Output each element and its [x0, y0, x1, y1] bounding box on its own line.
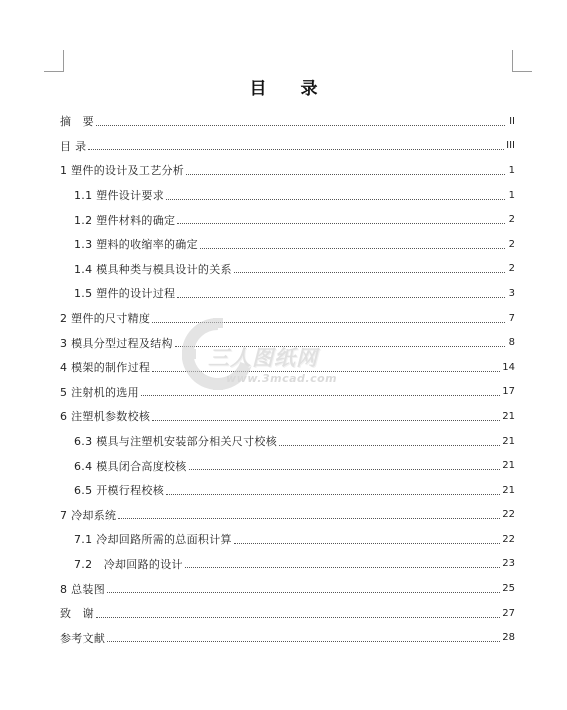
- toc-entry[interactable]: [60, 158, 515, 183]
- toc-entry[interactable]: [60, 527, 515, 552]
- toc-entry-title: 1.2 塑件材料的确定: [74, 213, 176, 227]
- toc-entry-title: 1.1 塑件设计要求: [74, 189, 164, 203]
- toc-entry[interactable]: [60, 429, 515, 454]
- toc-dot-leader: [200, 248, 505, 249]
- toc-entry-page-number: 14: [502, 361, 515, 373]
- watermark-url: www.3mcad.com: [226, 372, 338, 385]
- toc-entry-title: 1.5 塑件的设计过程: [74, 287, 176, 301]
- toc-entry[interactable]: [60, 232, 515, 257]
- toc-dot-leader: [189, 469, 501, 470]
- toc-entry[interactable]: [60, 134, 515, 159]
- toc-entry-title: 2 塑件的尺寸精度: [60, 312, 151, 326]
- toc-entry-page-number: 1: [508, 189, 515, 201]
- toc-dot-leader: [166, 199, 505, 200]
- toc-dot-leader: [141, 395, 500, 396]
- toc-entry-title: 7.2 冷却回路的设计: [74, 557, 183, 571]
- toc-entry-page-number: 21: [502, 460, 515, 472]
- toc-entry-page-number: 21: [502, 435, 515, 447]
- watermark-title: 三人图纸网: [208, 346, 318, 370]
- toc-dot-leader: [118, 518, 500, 519]
- toc-entry-page-number: 1: [508, 164, 515, 176]
- toc-entry-page-number: 8: [508, 337, 515, 349]
- toc-dot-leader: [185, 567, 500, 568]
- toc-dot-leader: [96, 125, 505, 126]
- toc-entry-page-number: II: [509, 115, 515, 127]
- toc-entry[interactable]: [60, 404, 515, 429]
- toc-entry-page-number: 22: [502, 533, 515, 545]
- toc-entry-page-number: 22: [502, 509, 515, 521]
- toc-entry-page-number: 27: [502, 607, 515, 619]
- toc-entry-title: 参考文献: [60, 631, 106, 645]
- toc-dot-leader: [279, 445, 500, 446]
- toc-entry[interactable]: [60, 503, 515, 528]
- toc-entry[interactable]: [60, 257, 515, 282]
- toc-entry-title: 3 模具分型过程及结构: [60, 336, 173, 350]
- toc-entry-title: 5 注射机的选用: [60, 385, 139, 399]
- toc-entry[interactable]: [60, 601, 515, 626]
- toc-entry[interactable]: [60, 625, 515, 650]
- toc-entry-title: 6.4 模具闭合高度校核: [74, 459, 187, 473]
- toc-entry-title: 致 谢: [60, 607, 94, 621]
- watermark: [182, 318, 382, 390]
- toc-dot-leader: [234, 272, 505, 273]
- toc-entry-page-number: 23: [502, 558, 515, 570]
- toc-entry-title: 摘 要: [60, 115, 94, 129]
- toc-entry-page-number: 17: [502, 386, 515, 398]
- toc-entry-page-number: 2: [508, 263, 515, 275]
- toc-dot-leader: [234, 543, 500, 544]
- toc-entry-page-number: 7: [508, 312, 515, 324]
- toc-entry-title: 1.4 模具种类与模具设计的关系: [74, 262, 232, 276]
- toc-entry-title: 6.5 开模行程校核: [74, 484, 164, 498]
- toc-entry-title: 7.1 冷却回路所需的总面积计算: [74, 533, 232, 547]
- toc-dot-leader: [107, 592, 500, 593]
- toc-entry[interactable]: [60, 453, 515, 478]
- toc-entry-title: 1.3 塑料的收缩率的确定: [74, 238, 198, 252]
- toc-entry-page-number: 25: [502, 583, 515, 595]
- toc-entry-title: 1 塑件的设计及工艺分析: [60, 164, 185, 178]
- toc-entry-page-number: III: [506, 140, 515, 152]
- toc-entry[interactable]: [60, 207, 515, 232]
- toc-dot-leader: [177, 297, 505, 298]
- toc-dot-leader: [88, 149, 504, 150]
- toc-entry-page-number: 2: [508, 238, 515, 250]
- toc-entry-page-number: 2: [508, 214, 515, 226]
- toc-entry-page-number: 3: [508, 287, 515, 299]
- toc-entry-title: 7 冷却系统: [60, 508, 117, 522]
- toc-entry-page-number: 28: [502, 632, 515, 644]
- toc-entry-title: 8 总装图: [60, 582, 105, 596]
- toc-dot-leader: [96, 617, 500, 618]
- page-corner-mark-top-right: [512, 50, 532, 72]
- toc-entry-page-number: 21: [502, 484, 515, 496]
- toc-dot-leader: [177, 223, 505, 224]
- page-corner-mark-top-left: [44, 50, 64, 72]
- toc-entry[interactable]: [60, 576, 515, 601]
- page-title: 目 录: [249, 79, 332, 99]
- toc-dot-leader: [107, 641, 500, 642]
- toc-entry[interactable]: [60, 109, 515, 134]
- toc-entry[interactable]: [60, 478, 515, 503]
- toc-entry-title: 6.3 模具与注塑机安装部分相关尺寸校核: [74, 435, 277, 449]
- toc-entry-title: 4 模架的制作过程: [60, 361, 151, 375]
- toc-entry[interactable]: [60, 183, 515, 208]
- toc-entry-page-number: 21: [502, 410, 515, 422]
- toc-entry-title: 目 录: [60, 139, 87, 153]
- toc-entry-title: 6 注塑机参数校核: [60, 410, 151, 424]
- toc-entry[interactable]: [60, 281, 515, 306]
- toc-dot-leader: [166, 494, 500, 495]
- toc-entry[interactable]: [60, 552, 515, 577]
- toc-dot-leader: [152, 420, 500, 421]
- toc-dot-leader: [186, 174, 505, 175]
